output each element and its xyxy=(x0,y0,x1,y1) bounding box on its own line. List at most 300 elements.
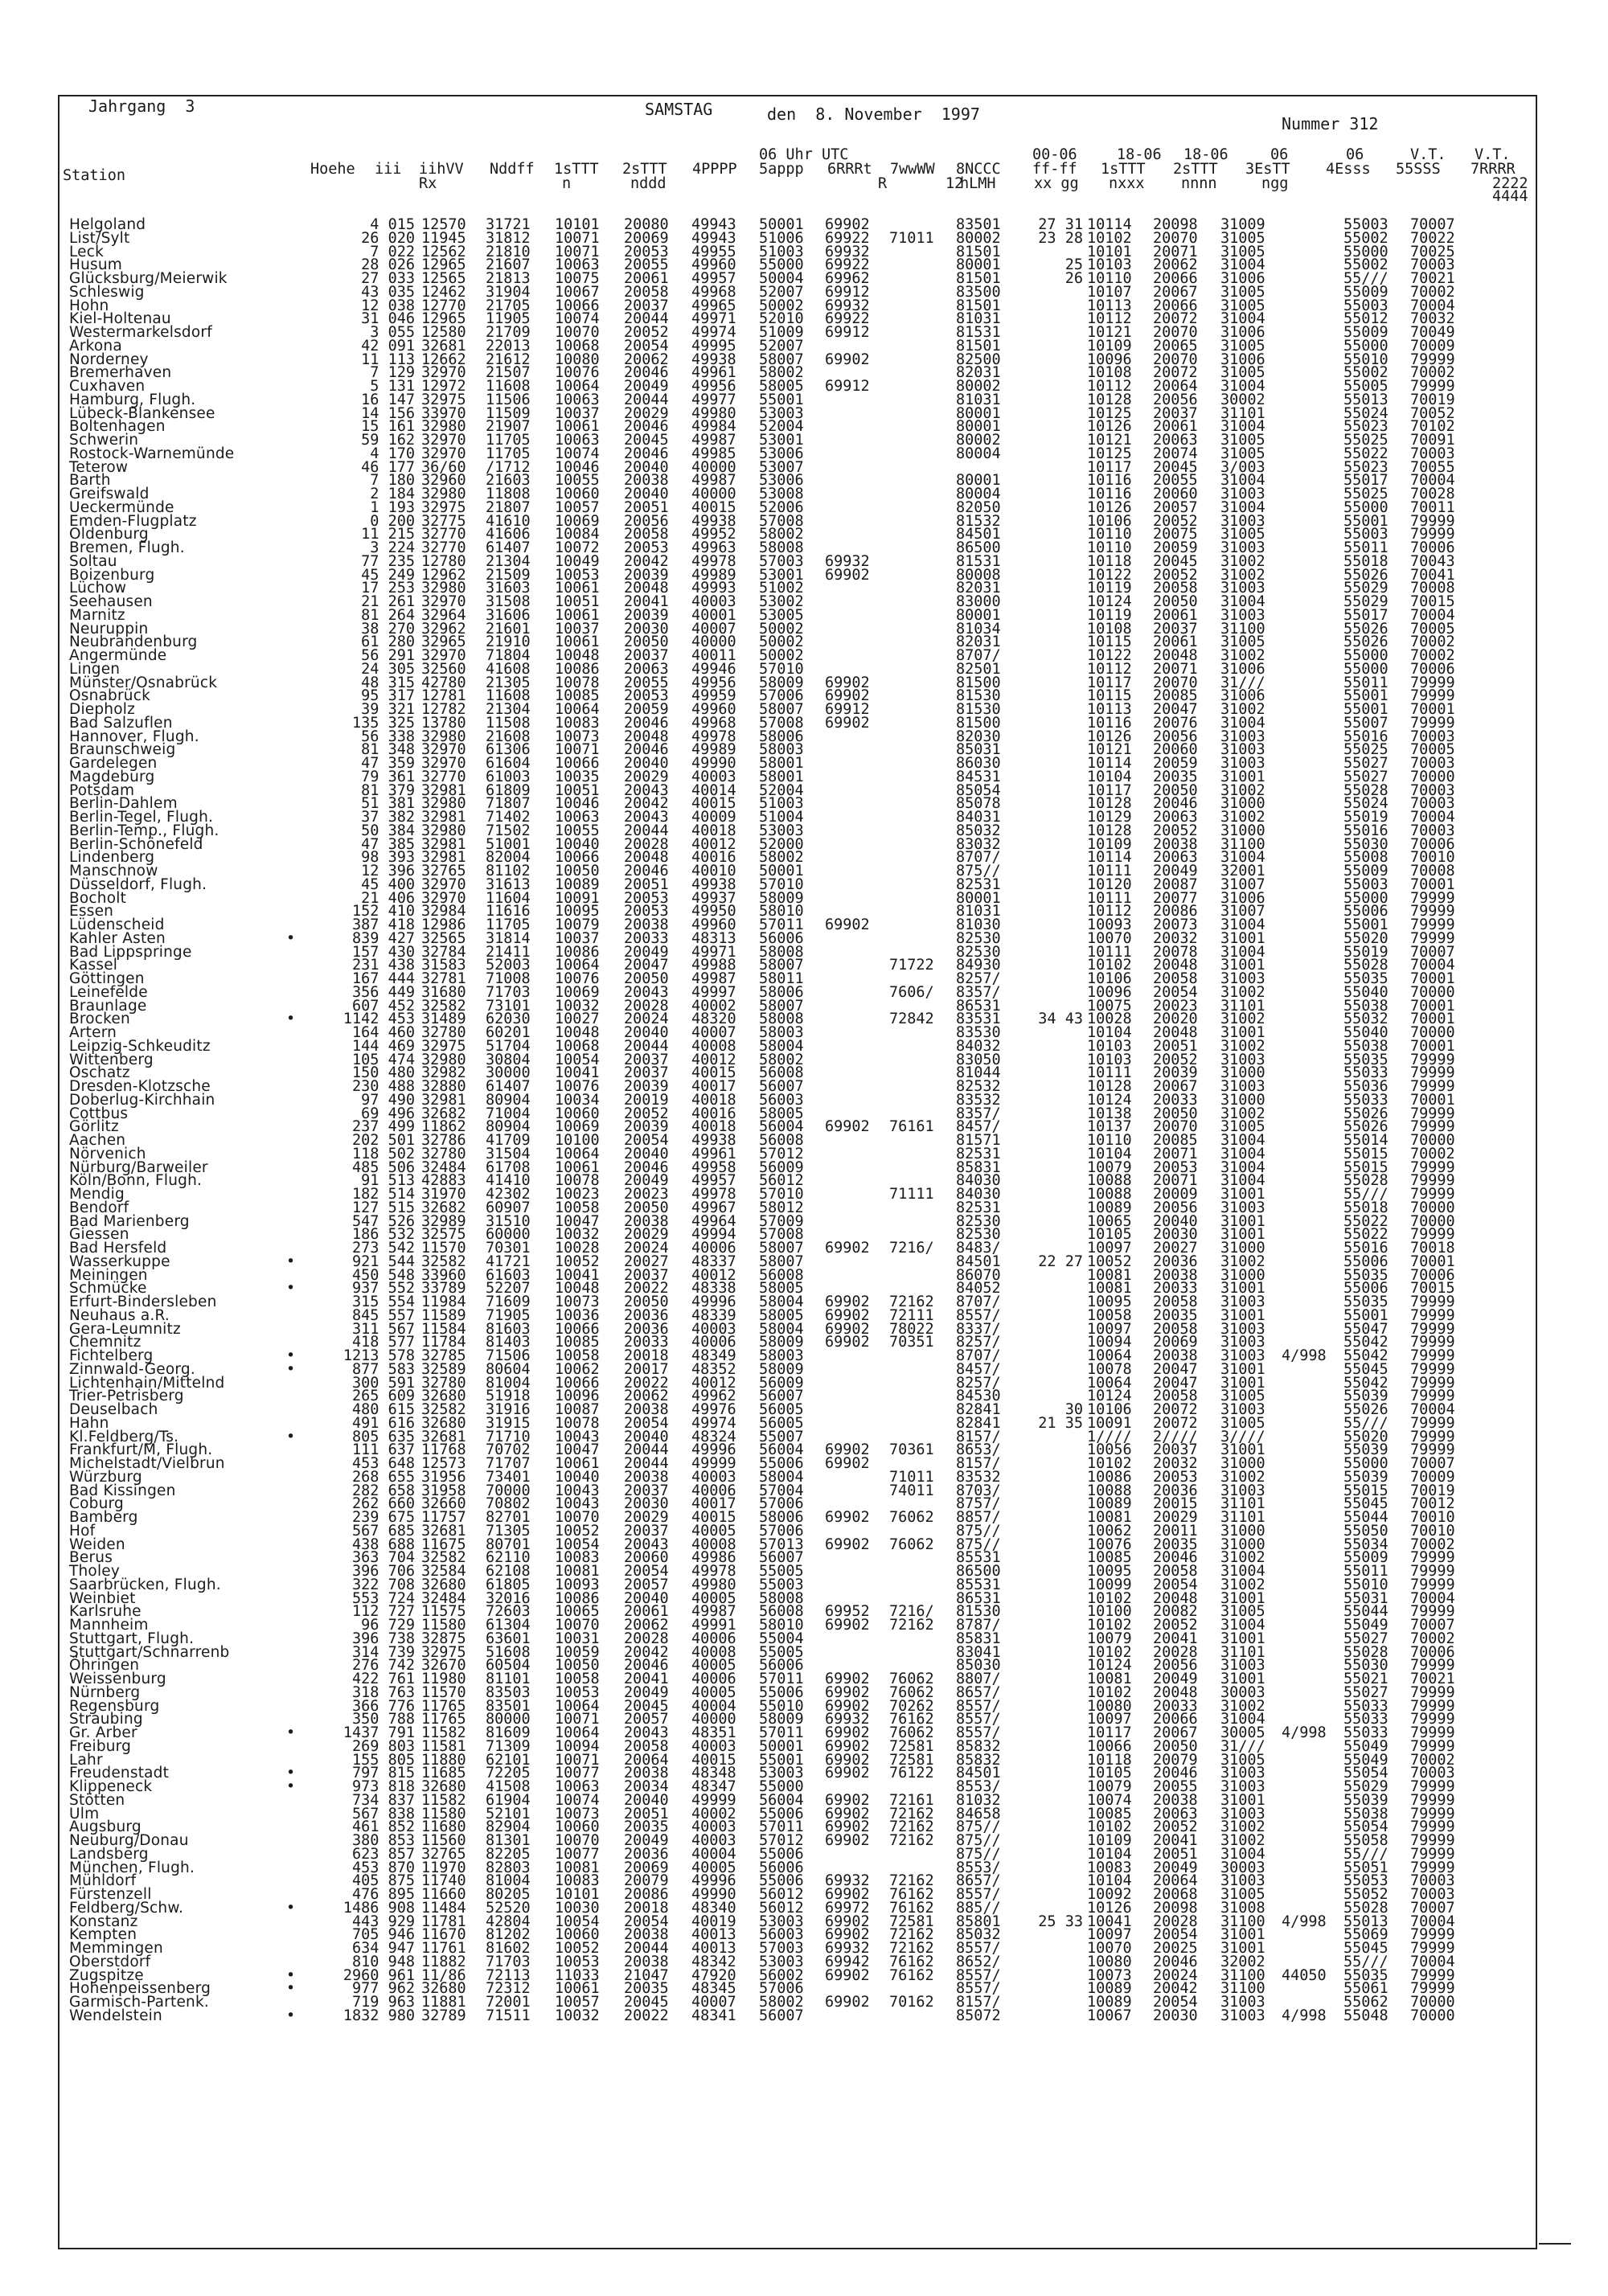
cell-ttt18b: 20061 xyxy=(1153,633,1198,651)
cell-ttt18b: 20035 xyxy=(1153,1306,1198,1324)
cell-station: Oldenburg xyxy=(69,526,149,543)
cell-ihvv: 32670 xyxy=(421,1657,466,1675)
cell-ttt18b: 20057 xyxy=(1153,498,1198,516)
cell-ttt2: 20043 xyxy=(624,809,669,826)
cell-ttt1: 10066 xyxy=(555,1320,600,1338)
cell-hoehe: 314 739 xyxy=(352,1643,415,1661)
cell-hoehe: 607 452 xyxy=(352,997,415,1015)
cell-hoehe: 21 406 xyxy=(361,889,415,907)
cell-ihvv: 32789 xyxy=(421,2007,466,2024)
cell-rrrr: 79999 xyxy=(1410,687,1455,705)
cell-estt: 31005 xyxy=(1220,364,1265,382)
cell-nddff: 70702 xyxy=(486,1441,531,1459)
cell-estt: 31007 xyxy=(1220,903,1265,920)
cell-ihvv: 32980 xyxy=(421,822,466,839)
cell-ttt18b: 20082 xyxy=(1153,1603,1198,1621)
cell-appp: 50002 xyxy=(759,620,804,638)
cell-sss: 55000 xyxy=(1343,647,1389,664)
cell-ttt18a: 10137 xyxy=(1087,1118,1132,1136)
cell-nddff: 71710 xyxy=(486,1428,531,1445)
cell-ttt18a: 10067 xyxy=(1087,2007,1132,2024)
column-header-line2-9: 6RRRt xyxy=(827,161,872,178)
cell-nccc: 85832 xyxy=(956,1737,1001,1755)
cell-hoehe: 237 499 xyxy=(352,1118,415,1136)
cell-ihvv: 32680 xyxy=(421,1414,466,1432)
cell-nccc: 875// xyxy=(956,863,1001,879)
cell-ihvv: 32682 xyxy=(421,1105,466,1122)
cell-nddff: 60000 xyxy=(486,1226,531,1244)
cell-station: Neuburg/Donau xyxy=(69,1832,189,1849)
cell-rrrr: 70003 xyxy=(1410,256,1455,274)
cell-nddff: 60504 xyxy=(486,1657,531,1675)
cell-ttt18b: 20071 xyxy=(1153,243,1198,260)
cell-sss: 55011 xyxy=(1343,1563,1389,1580)
cell-pppp: 40010 xyxy=(691,863,736,879)
cell-appp: 50001 xyxy=(759,216,804,233)
cell-appp: 57008 xyxy=(759,714,804,732)
cell-pppp: 49978 xyxy=(691,728,736,745)
cell-rrrr: 70015 xyxy=(1410,593,1455,610)
cell-ttt18a: 10070 xyxy=(1087,1940,1132,1957)
cell-ttt2: 20040 xyxy=(624,1589,669,1607)
cell-station: Marnitz xyxy=(69,606,125,624)
cell-appp: 57012 xyxy=(759,1832,804,1849)
cell-hoehe: 202 501 xyxy=(352,1132,415,1149)
cell-ihvv: 32681 xyxy=(421,1522,466,1540)
column-header-line3-2: nddd xyxy=(630,175,667,192)
cell-ttt1: 10031 xyxy=(555,1630,600,1647)
cell-ttt2: 20028 xyxy=(624,835,669,853)
cell-pppp: 40016 xyxy=(691,1105,736,1122)
cell-pppp: 49938 xyxy=(691,351,736,368)
cell-appp: 58002 xyxy=(759,849,804,867)
cell-ttt1: 10049 xyxy=(555,552,600,570)
cell-nddff: 32016 xyxy=(486,1589,531,1607)
cell-rrrr: 79999 xyxy=(1410,1724,1455,1741)
cell-estt: 31001 xyxy=(1220,1280,1265,1298)
cell-ihvv: 42883 xyxy=(421,1172,466,1190)
cell-appp: 58009 xyxy=(759,1360,804,1378)
cell-ttt1: 10052 xyxy=(555,1940,600,1957)
cell-ttt1: 10079 xyxy=(555,916,600,933)
cell-rrrr: 70003 xyxy=(1410,1765,1455,1782)
cell-ttt1: 11033 xyxy=(555,1966,600,1984)
cell-appp: 50001 xyxy=(759,863,804,879)
cell-ttt18a: 10052 xyxy=(1087,1253,1132,1270)
cell-appp: 58010 xyxy=(759,903,804,920)
cell-pppp: 40011 xyxy=(691,647,736,664)
cell-rrrr: 79999 xyxy=(1410,1414,1455,1432)
cell-ttt18b: 20056 xyxy=(1153,391,1198,408)
cell-sss: 55033 xyxy=(1343,1724,1389,1741)
cell-sss: 55028 xyxy=(1343,1899,1389,1917)
cell-ttt18b: 20062 xyxy=(1153,256,1198,274)
cell-ttt18b: 20060 xyxy=(1153,741,1198,759)
cell-sss: 55016 xyxy=(1343,728,1389,745)
cell-rrrr: 79999 xyxy=(1410,351,1455,368)
cell-nddff: 21807 xyxy=(486,498,531,516)
cell-station: Osnabrück xyxy=(69,687,151,705)
cell-ttt2: 20040 xyxy=(624,1791,669,1809)
cell-www: 78022 xyxy=(889,1320,934,1338)
cell-appp: 57012 xyxy=(759,1145,804,1162)
cell-appp: 58003 xyxy=(759,741,804,759)
cell-rrrt: 69912 xyxy=(825,324,870,341)
cell-nccc: 85801 xyxy=(956,1913,1001,1930)
cell-rrrr: 70000 xyxy=(1410,768,1455,785)
cell-nccc: 83032 xyxy=(956,835,1001,853)
cell-ttt18a: 10103 xyxy=(1087,1051,1132,1068)
column-header-line1-7: V.T. xyxy=(1475,146,1511,163)
cell-ttt18a: 10089 xyxy=(1087,1495,1132,1513)
cell-nccc: 80001 xyxy=(956,404,1001,422)
cell-ihvv: 13780 xyxy=(421,714,466,732)
cell-ttt18b: 20047 xyxy=(1153,1374,1198,1392)
cell-pppp: 40002 xyxy=(691,1805,736,1822)
cell-rrrr: 70004 xyxy=(1410,606,1455,624)
cell-ttt1: 10058 xyxy=(555,1199,600,1216)
cell-rrrt: 69902 xyxy=(825,687,870,705)
cell-sss: 55040 xyxy=(1343,1024,1389,1041)
cell-hoehe: 135 325 xyxy=(352,714,415,732)
cell-nddff: 81004 xyxy=(486,1374,531,1392)
cell-pppp: 40005 xyxy=(691,1683,736,1701)
cell-pppp: 48349 xyxy=(691,1347,736,1364)
cell-sss: 55049 xyxy=(1343,1617,1389,1634)
cell-appp: 51003 xyxy=(759,795,804,813)
cell-www: 7216/ xyxy=(889,1603,934,1621)
cell-ttt1: 10051 xyxy=(555,593,600,610)
cell-rrrr: 79999 xyxy=(1410,1737,1455,1755)
cell-ttt1: 10048 xyxy=(555,1280,600,1298)
cell-sss: 55020 xyxy=(1343,929,1389,947)
cell-nccc: 81500 xyxy=(956,714,1001,732)
cell-station: Bamberg xyxy=(69,1509,138,1526)
cell-ihvv: 11584 xyxy=(421,1320,466,1338)
cell-station: Lübeck-Blankensee xyxy=(69,404,215,422)
cell-estt: 31004 xyxy=(1220,1563,1265,1580)
cell-ihvv: 32964 xyxy=(421,606,466,624)
cell-ttt1: 10070 xyxy=(555,324,600,341)
cell-appp: 58005 xyxy=(759,1306,804,1324)
cell-ihvv: 11589 xyxy=(421,1306,466,1324)
cell-sss: 55012 xyxy=(1343,310,1389,328)
cell-appp: 56008 xyxy=(759,1132,804,1149)
cell-nccc: 82531 xyxy=(956,875,1001,893)
cell-station: Hohn xyxy=(69,297,109,314)
cell-hoehe: 12 396 xyxy=(361,863,415,879)
cell-appp: 56004 xyxy=(759,1118,804,1136)
cell-hoehe: 45 249 xyxy=(361,566,415,584)
cell-ttt2: 20062 xyxy=(624,1388,669,1405)
cell-estt: 31000 xyxy=(1220,1064,1265,1082)
cell-ihvv: 32589 xyxy=(421,1360,466,1378)
cell-nddff: 31916 xyxy=(486,1401,531,1418)
cell-rrrt: 69902 xyxy=(825,1455,870,1472)
cell-rrrr: 70007 xyxy=(1410,1899,1455,1917)
cell-ttt1: 10058 xyxy=(555,1347,600,1364)
cell-rrrt: 69902 xyxy=(825,1724,870,1741)
cell-ttt18b: 20050 xyxy=(1153,1737,1198,1755)
cell-estt: 31002 xyxy=(1220,1037,1265,1055)
cell-nccc: 8557/ xyxy=(956,1980,1001,1998)
cell-ttt2: 20037 xyxy=(624,1051,669,1068)
cell-sss: 55030 xyxy=(1343,1657,1389,1675)
cell-station: Weinbiet xyxy=(69,1589,136,1607)
cell-nccc: 875// xyxy=(956,1818,1001,1836)
cell-station: Nörvenich xyxy=(69,1145,146,1162)
cell-sss: 55002 xyxy=(1343,256,1389,274)
cell-ttt18a: 10128 xyxy=(1087,1078,1132,1095)
cell-ihvv: 11/86 xyxy=(421,1966,466,1984)
cell-hoehe: 96 729 xyxy=(361,1617,415,1634)
cell-ihvv: 11740 xyxy=(421,1872,466,1890)
cell-nddff: 31603 xyxy=(486,580,531,597)
cell-estt: 31000 xyxy=(1220,822,1265,839)
cell-nccc: 8557/ xyxy=(956,1711,1001,1728)
cell-sss: 55006 xyxy=(1343,1253,1389,1270)
column-header-line2-12: ff-ff xyxy=(1032,161,1077,178)
cell-pppp: 40012 xyxy=(691,1051,736,1068)
cell-nddff: 80604 xyxy=(486,1360,531,1378)
cell-ttt18a: 10081 xyxy=(1087,1280,1132,1298)
cell-ttt18a: 10076 xyxy=(1087,1535,1132,1553)
cell-nddff: 22013 xyxy=(486,337,531,355)
cell-ttt18b: 20047 xyxy=(1153,701,1198,718)
cell-station: Norderney xyxy=(69,351,149,368)
cell-ttt1: 10052 xyxy=(555,1522,600,1540)
column-header-line3-7: nxxx xyxy=(1109,175,1145,192)
cell-station: Cottbus xyxy=(69,1105,129,1122)
cell-appp: 56005 xyxy=(759,1414,804,1432)
cell-estt: 31002 xyxy=(1220,1253,1265,1270)
cell-station: Magdeburg xyxy=(69,768,155,785)
cell-sss: 55022 xyxy=(1343,1226,1389,1244)
cell-ttt18b: 20030 xyxy=(1153,2007,1198,2024)
cell-appp: 56009 xyxy=(759,1158,804,1176)
cell-station: Lindenberg xyxy=(69,849,155,867)
cell-nccc: 83500 xyxy=(956,283,1001,301)
cell-ttt18b: 20053 xyxy=(1153,1158,1198,1176)
cell-ttt18b: 20072 xyxy=(1153,1401,1198,1418)
cell-rrrr: 70004 xyxy=(1410,957,1455,974)
cell-nccc: 8157/ xyxy=(956,1455,1001,1472)
cell-nddff: /1712 xyxy=(486,458,531,476)
cell-nccc: 81530 xyxy=(956,687,1001,705)
cell-ttt1: 10086 xyxy=(555,943,600,961)
cell-nddff: 21305 xyxy=(486,674,531,691)
cell-nddff: 52520 xyxy=(486,1899,531,1917)
cell-appp: 55000 xyxy=(759,1778,804,1795)
cell-ttt1: 10078 xyxy=(555,1414,600,1432)
cell-ttt18b: 20071 xyxy=(1153,1172,1198,1190)
cell-station: Leipzig-Schkeuditz xyxy=(69,1037,211,1055)
cell-appp: 55006 xyxy=(759,1845,804,1863)
cell-hoehe: 59 162 xyxy=(361,432,415,449)
cell-estt: 31005 xyxy=(1220,1751,1265,1769)
cell-appp: 57006 xyxy=(759,1980,804,1998)
cell-nccc: 81531 xyxy=(956,552,1001,570)
cell-hoehe: 2 184 xyxy=(370,486,415,502)
cell-sss: 55000 xyxy=(1343,660,1389,678)
cell-sss: 55044 xyxy=(1343,1603,1389,1621)
cell-ihvv: 32681 xyxy=(421,337,466,355)
cell-nccc: 885// xyxy=(956,1899,1001,1917)
cell-appp: 58004 xyxy=(759,1320,804,1338)
cell-pppp: 49937 xyxy=(691,889,736,907)
cell-ttt18a: 10126 xyxy=(1087,498,1132,516)
cell-pppp: 49996 xyxy=(691,1294,736,1310)
cell-ttt2: 20059 xyxy=(624,701,669,718)
cell-appp: 52004 xyxy=(759,418,804,436)
cell-ttt2: 20062 xyxy=(624,1617,669,1634)
cell-ttt2: 20034 xyxy=(624,1778,669,1795)
cell-hoehe: 453 648 xyxy=(352,1455,415,1472)
cell-ttt18b: 20027 xyxy=(1153,1240,1198,1257)
cell-estt: 31000 xyxy=(1220,795,1265,813)
cell-ttt2: 20049 xyxy=(624,943,669,961)
cell-ihvv: 32680 xyxy=(421,1388,466,1405)
cell-rrrr: 70004 xyxy=(1410,1953,1455,1970)
cell-sss: 55027 xyxy=(1343,1630,1389,1647)
cell-hoehe: 268 655 xyxy=(352,1468,415,1486)
cell-ttt2: 20055 xyxy=(624,674,669,691)
cell-station: Köln/Bonn, Flugh. xyxy=(69,1172,203,1190)
cell-ttt18a: 10065 xyxy=(1087,1212,1132,1230)
cell-pppp: 49971 xyxy=(691,310,736,328)
cell-www: 71011 xyxy=(889,1468,934,1486)
cell-ttt18b: 20047 xyxy=(1153,1360,1198,1378)
cell-estt: 31001 xyxy=(1220,1226,1265,1244)
cell-station: Arkona xyxy=(69,337,122,355)
cell-estt: 31101 xyxy=(1220,1509,1265,1526)
cell-ihvv: 32970 xyxy=(421,593,466,610)
cell-ttt1: 10064 xyxy=(555,1697,600,1715)
cell-ttt18b: 20028 xyxy=(1153,1643,1198,1661)
cell-ttt2: 20039 xyxy=(624,606,669,624)
cell-rrrr: 70003 xyxy=(1410,795,1455,813)
cell-hoehe: 69 496 xyxy=(361,1105,415,1122)
cell-estt: 31002 xyxy=(1220,552,1265,570)
cell-ttt1: 10060 xyxy=(555,486,600,502)
cell-ttt18b: 20033 xyxy=(1153,1697,1198,1715)
cell-nddff: 81101 xyxy=(486,1671,531,1687)
cell-ttt1: 10068 xyxy=(555,337,600,355)
cell-nccc: 82841 xyxy=(956,1414,1001,1432)
cell-ttt2: 20038 xyxy=(624,1953,669,1970)
cell-pppp: 40008 xyxy=(691,1643,736,1661)
cell-ttt2: 20045 xyxy=(624,432,669,449)
cell-pppp: 49955 xyxy=(691,243,736,260)
cell-www: 72161 xyxy=(889,1791,934,1809)
cell-appp: 58007 xyxy=(759,1240,804,1257)
cell-ttt18a: 10073 xyxy=(1087,1966,1132,1984)
cell-rrrr: 70006 xyxy=(1410,1643,1455,1661)
column-header-line2-11: 8NCCC xyxy=(956,161,1001,178)
cell-appp: 52007 xyxy=(759,337,804,355)
cell-ttt2: 20069 xyxy=(624,1859,669,1876)
cell-sss: 55026 xyxy=(1343,620,1389,638)
cell-station: Feldberg/Schw. xyxy=(69,1899,184,1917)
cell-ttt18a: 10109 xyxy=(1087,835,1132,853)
cell-station: Saarbrücken, Flugh. xyxy=(69,1576,221,1593)
cell-estt: 31005 xyxy=(1220,526,1265,543)
cell-ihvv: 32484 xyxy=(421,1589,466,1607)
cell-ttt2: 20053 xyxy=(624,243,669,260)
cell-ffff: 21 35 xyxy=(1038,1414,1083,1432)
cell-appp: 58008 xyxy=(759,1011,804,1028)
cell-station: Bad Hersfeld xyxy=(69,1240,167,1257)
cell-sss: 55029 xyxy=(1343,580,1389,597)
cell-station: Öhringen xyxy=(69,1657,140,1675)
cell-nddff: 60201 xyxy=(486,1024,531,1041)
cell-estt: 31003 xyxy=(1220,486,1265,502)
mountain-station-marker: • xyxy=(286,1011,296,1028)
cell-ttt18a: 10126 xyxy=(1087,418,1132,436)
cell-ihvv: 11484 xyxy=(421,1899,466,1917)
cell-appp: 55006 xyxy=(759,1872,804,1890)
cell-rrrt: 69902 xyxy=(825,1886,870,1903)
cell-ttt18b: 20063 xyxy=(1153,809,1198,826)
cell-appp: 58003 xyxy=(759,1347,804,1364)
cell-rrrr: 79999 xyxy=(1410,1832,1455,1849)
cell-hoehe: 450 548 xyxy=(352,1266,415,1284)
cell-ttt1: 10068 xyxy=(555,1037,600,1055)
cell-pppp: 49946 xyxy=(691,660,736,678)
cell-nddff: 31814 xyxy=(486,929,531,947)
cell-appp: 57004 xyxy=(759,1482,804,1499)
cell-ttt2: 20038 xyxy=(624,1926,669,1944)
cell-ttt18a: 10104 xyxy=(1087,768,1132,785)
cell-ttt18b: 20058 xyxy=(1153,1388,1198,1405)
cell-hoehe: 567 838 xyxy=(352,1805,415,1822)
cell-rrrr: 70000 xyxy=(1410,1212,1455,1230)
cell-ihvv: 32584 xyxy=(421,1563,466,1580)
cell-nccc: 82031 xyxy=(956,633,1001,651)
cell-rrrr: 70002 xyxy=(1410,283,1455,301)
cell-nccc: 85054 xyxy=(956,781,1001,799)
cell-pppp: 48338 xyxy=(691,1280,736,1298)
cell-rrrr: 70010 xyxy=(1410,849,1455,867)
cell-ttt2: 20046 xyxy=(624,418,669,436)
cell-ihvv: 12770 xyxy=(421,297,466,314)
cell-ttt1: 10057 xyxy=(555,498,600,516)
cell-station: Lingen xyxy=(69,660,121,678)
cell-rrrr: 79999 xyxy=(1410,1064,1455,1082)
cell-ihvv: 32970 xyxy=(421,741,466,759)
cell-ttt1: 10040 xyxy=(555,1468,600,1486)
cell-ttt2: 20024 xyxy=(624,1240,669,1257)
cell-ttt2: 20041 xyxy=(624,593,669,610)
cell-nddff: 21304 xyxy=(486,552,531,570)
cell-hoehe: 97 490 xyxy=(361,1091,415,1109)
cell-hoehe: 38 270 xyxy=(361,620,415,638)
cell-ihvv: 32980 xyxy=(421,1051,466,1068)
cell-ttt18a: 10112 xyxy=(1087,310,1132,328)
cell-pppp: 40003 xyxy=(691,1818,736,1836)
cell-appp: 50002 xyxy=(759,647,804,664)
cell-nccc: 84030 xyxy=(956,1186,1001,1203)
cell-pppp: 49938 xyxy=(691,875,736,893)
cell-ttt2: 20064 xyxy=(624,1751,669,1769)
cell-ffff: 23 28 xyxy=(1038,229,1083,247)
cell-estt: 31006 xyxy=(1220,889,1265,907)
cell-sss: 55034 xyxy=(1343,1535,1389,1553)
cell-pppp: 49984 xyxy=(691,418,736,436)
cell-ttt2: 20043 xyxy=(624,781,669,799)
cell-ttt18a: 1//// xyxy=(1087,1428,1132,1445)
cell-appp: 57008 xyxy=(759,1226,804,1244)
